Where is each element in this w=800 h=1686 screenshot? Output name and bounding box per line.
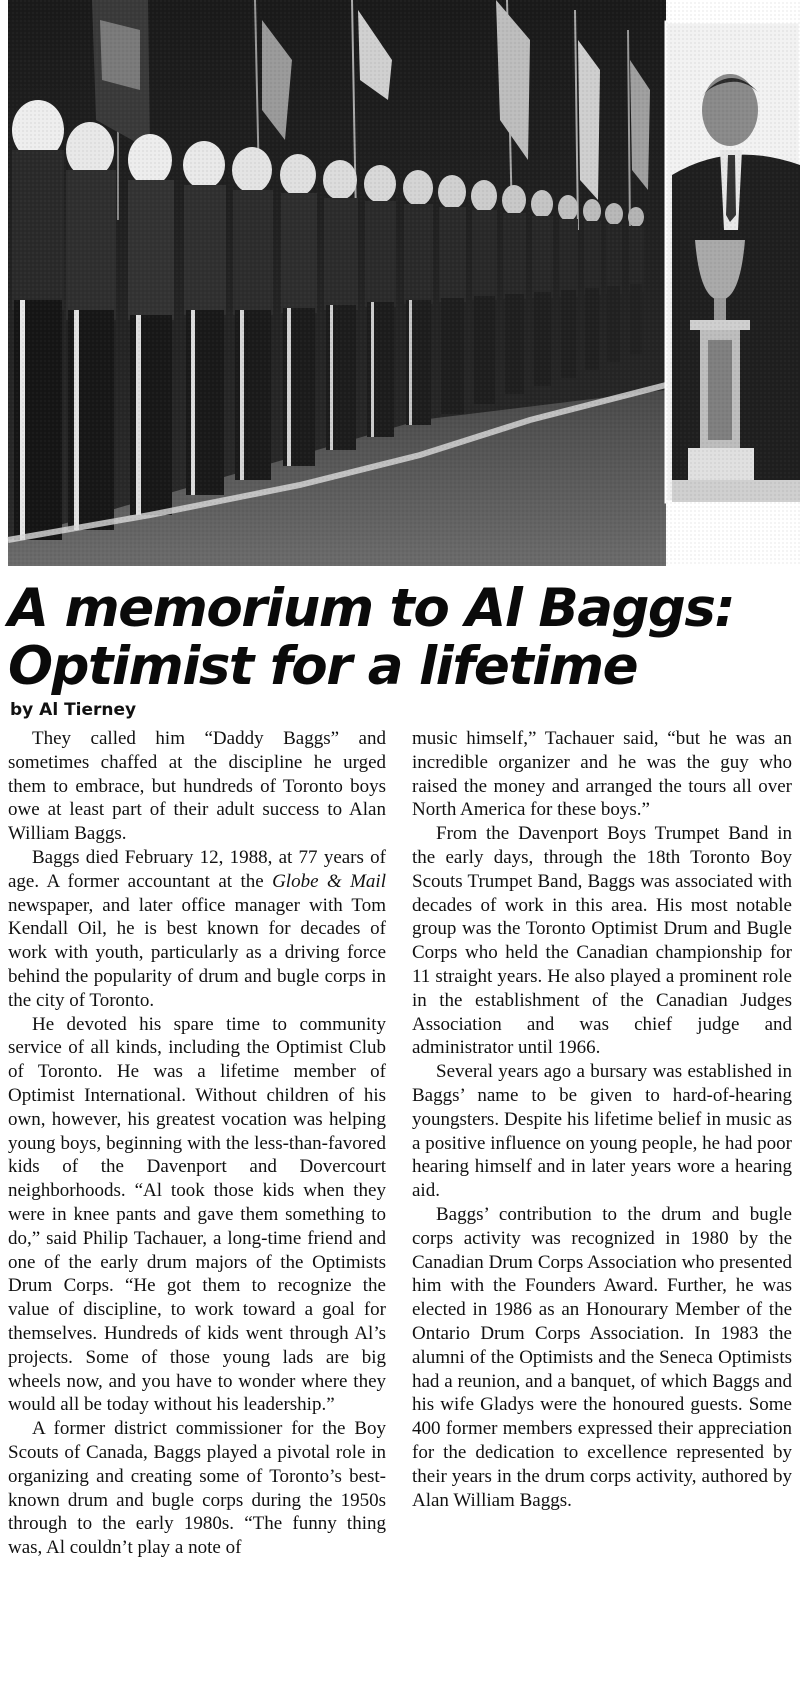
paragraph: They called him “Daddy Baggs” and sometimes chaffed at the discipline he urged them to embrace, but hundreds of Toronto boys owe at least part of their adult success to Alan William Baggs. bbox=[8, 728, 386, 845]
paragraph bbox=[8, 846, 386, 1013]
drum-corps-photo bbox=[0, 0, 800, 566]
paragraph: A former district commissioner for the Boy Scouts of Canada, Baggs played a pivotal role in organizing and creating some of Toronto’s best-known drum and bugle corps during the 1950s through to the early 1980s. “The funny thing was, Al couldn’t play a note of bbox=[8, 1418, 386, 1559]
paragraph-continued: music himself,” Tachauer said, “but he was an incredible organizer and he was the guy who raised the money and arranged the tours all over North America for these boys.” bbox=[412, 728, 792, 821]
paragraph-text: newspaper, and later office manager with Tom Kendall Oil, he is best known for decades of work with youth, particularly as a driving force behind the popularity of drum and bugle corps in the city of Toronto. bbox=[8, 894, 386, 1011]
paragraph: Baggs’ contribution to the drum and bugle corps activity was recognized in 1980 by the Canadian Drum Corps Association who presented him with the Founders Award. Further, he was elected in 1986 as an Honourary Member of the Ontario Drum Corps Association. In 1983 the alumni of the Optimists and the Seneca Optimists had a reunion, and a banquet, of which Baggs and his wife Gladys were the honoured guests. Some 400 former members expressed their appreciation for the dedication to excellence represented by their years in the drum corps activity, authored by Alan William Baggs. bbox=[412, 1203, 792, 1511]
article-column-left bbox=[8, 727, 386, 1682]
headline-line-1: A memorium to Al Baggs: bbox=[8, 578, 735, 639]
byline: by Al Tierney bbox=[10, 700, 137, 720]
paragraph: He devoted his spare time to community service of all kinds, including the Optimist Club of Toronto. He was a lifetime member of Optimist International. Without children of his own, however, his greatest vocation was helping young boys, beginning with the less-than-favored kids of the Davenport and Dovercourt neighborhoods. “Al took those kids when they were in knee pants and gave them something to do,” said Philip Tachauer, a long-time friend and one of the early drum majors of the Optimists Drum Corps. “He got them to recognize the value of discipline, to work toward a goal for themselves. Hundreds of kids went through Al’s projects. Some of those young lads are big wheels now, and you have to wonder where they would all be today without his leadership.” bbox=[8, 1013, 386, 1416]
paragraph: Several years ago a bursary was established in Baggs’ name to be given to hard-of-hearing youngsters. Despite his lifetime belief in music as a positive influence on young people, he had poor hearing himself and in later years wore a hearing aid. bbox=[412, 1061, 792, 1202]
paragraph-text: Baggs died February 12, 1988, at 77 years of age. A former accountant at the bbox=[8, 846, 386, 892]
paragraph: From the Davenport Boys Trumpet Band in the early days, through the 18th Toronto Boy Scouts Trumpet Band, Baggs was associated with decades of work in this area. His most notable group was the Toronto Optimist Drum and Bugle Corps who held the Canadian championship for 11 straight years. He also played a prominent role in the establishment of the Canadian Judges Association and was chief judge and administrator until 1966. bbox=[412, 823, 792, 1059]
newspaper-name: Globe & Mail bbox=[272, 870, 386, 892]
photo-illustration bbox=[0, 0, 800, 566]
headline-line-2: Optimist for a lifetime bbox=[8, 636, 638, 697]
article-headline bbox=[8, 580, 798, 696]
article-column-right bbox=[412, 727, 792, 1682]
